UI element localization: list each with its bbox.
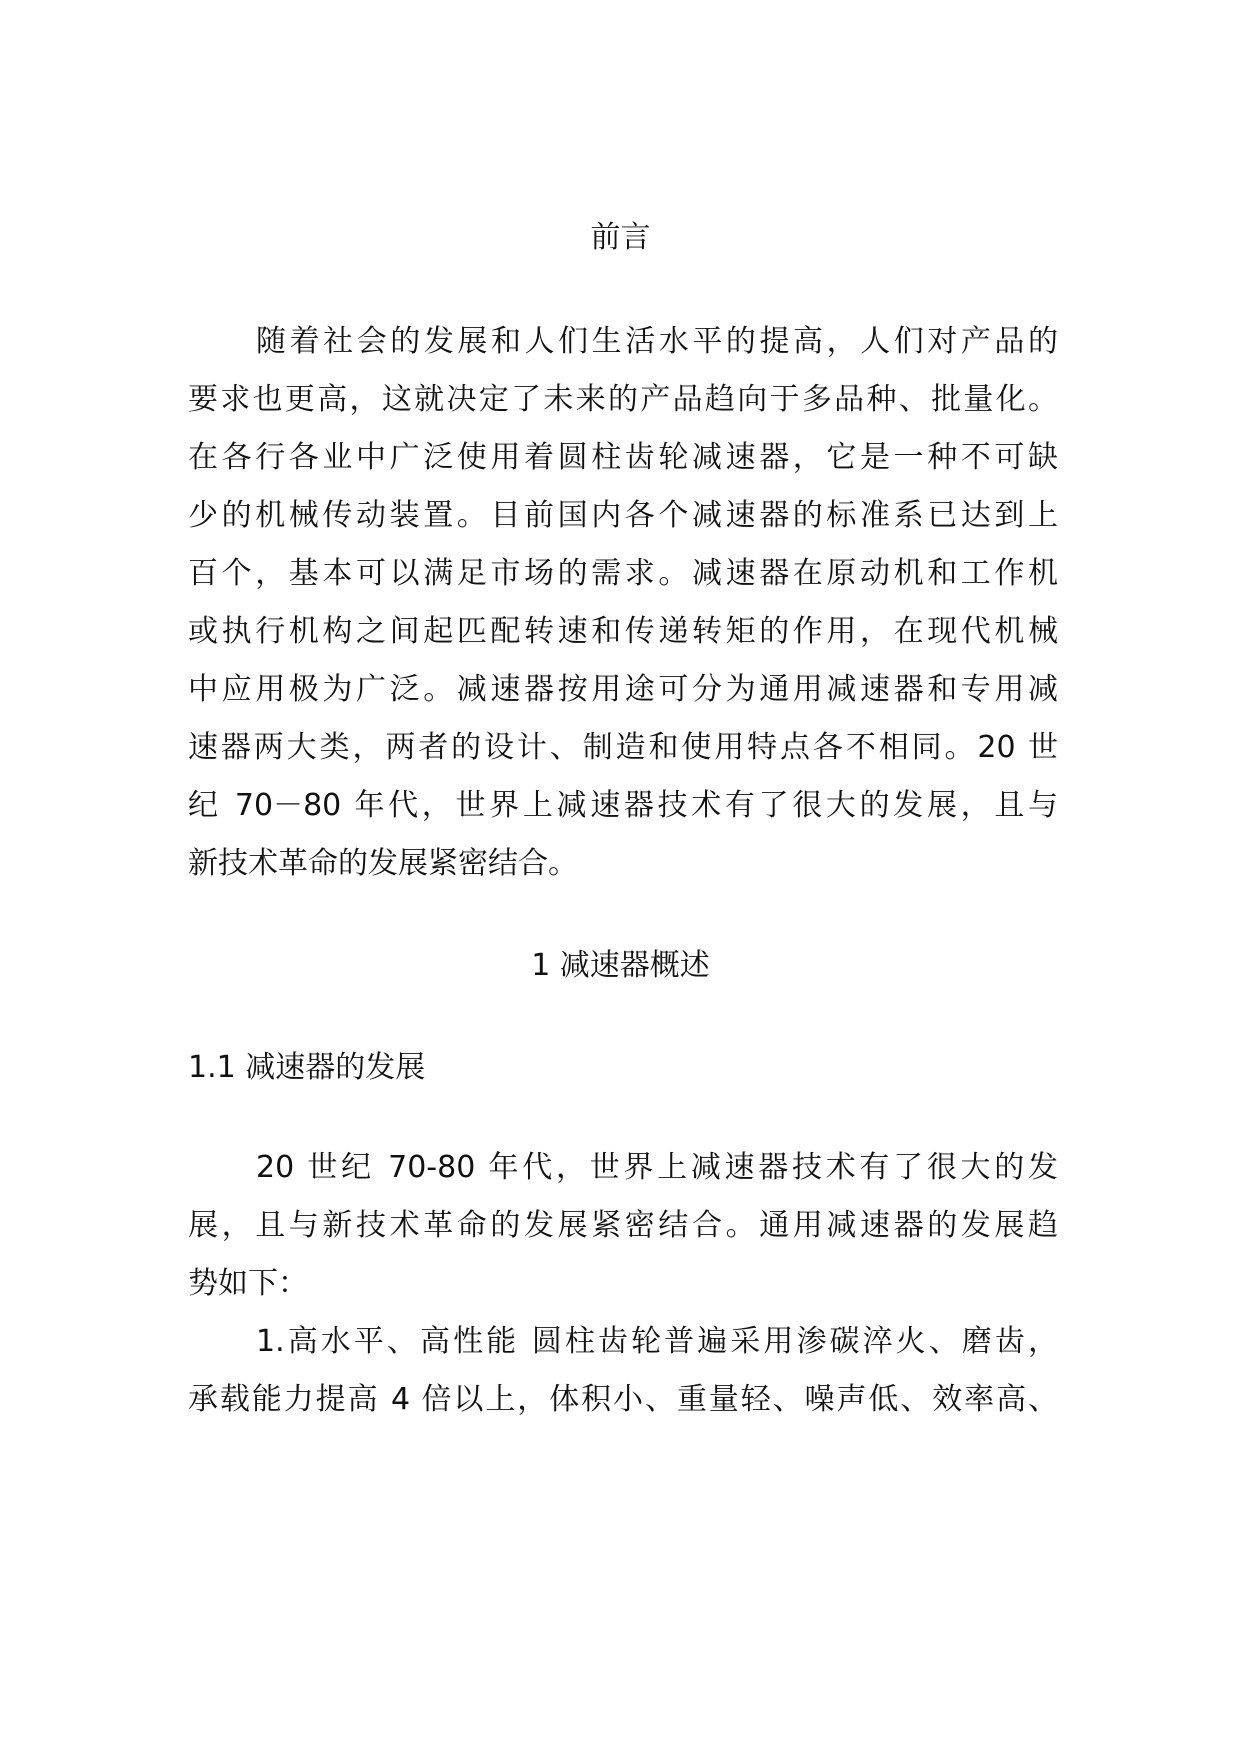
intro-line: 新技术革命的发展紧密结合。 (188, 846, 578, 881)
section-line: 展，且与新技术革命的发展紧密结合。通用减速器的发展趋 (188, 1208, 1058, 1243)
intro-line: 随着社会的发展和人们生活水平的提高，人们对产品的 (256, 324, 1058, 359)
intro-line: 百个，基本可以满足市场的需求。减速器在原动机和工作机 (188, 556, 1058, 591)
intro-line: 在各行各业中广泛使用着圆柱齿轮减速器，它是一种不可缺 (188, 440, 1058, 475)
chapter-heading: 1 减速器概述 (531, 948, 710, 983)
section-heading: 1.1 减速器的发展 (188, 1050, 426, 1085)
intro-line: 或执行机构之间起匹配转速和传递转矩的作用，在现代机械 (188, 614, 1058, 649)
intro-line: 少的机械传动装置。目前国内各个减速器的标准系已达到上 (188, 498, 1058, 533)
intro-line: 中应用极为广泛。减速器按用途可分为通用减速器和专用减 (188, 672, 1058, 707)
page-title: 前言 (590, 220, 651, 255)
section-line: 势如下： (188, 1266, 308, 1301)
list-item-line: 承载能力提高 4 倍以上，体积小、重量轻、噪声低、效率高、 (188, 1382, 1058, 1417)
section-line: 20 世纪 70-80 年代，世界上减速器技术有了很大的发 (256, 1150, 1058, 1185)
intro-line: 要求也更高，这就决定了未来的产品趋向于多品种、批量化。 (188, 382, 1058, 417)
list-item-line: 1.高水平、高性能 圆柱齿轮普遍采用渗碳淬火、磨齿， (256, 1324, 1058, 1359)
intro-line: 纪 70－80 年代，世界上减速器技术有了很大的发展，且与 (188, 788, 1058, 823)
intro-line: 速器两大类，两者的设计、制造和使用特点各不相同。20 世 (188, 730, 1058, 765)
